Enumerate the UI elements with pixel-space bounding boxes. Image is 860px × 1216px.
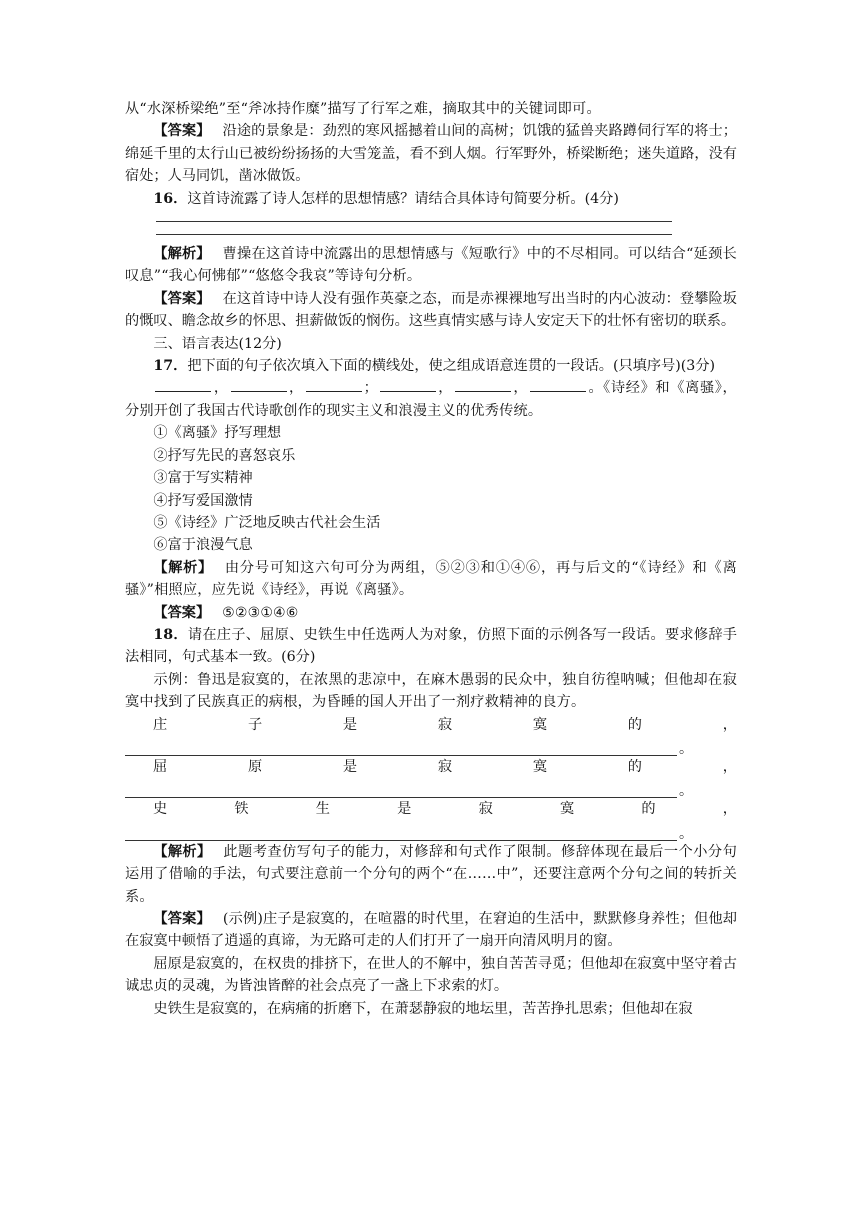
write-line[interactable]: 。	[125, 736, 737, 756]
document-page	[125, 98, 737, 1020]
fill-blank[interactable]	[155, 377, 211, 392]
q17-answer	[125, 602, 737, 624]
answer-label: 【答案】	[153, 123, 211, 140]
q16-analysis-text: 曹操在这首诗中流露出的思想情感与《短歌行》中的不尽相同。可以结合“延颈长叹息”“我心何怫郁”“悠悠令我哀”等诗句分析。	[125, 246, 737, 285]
q18-answer-3: 史铁生是寂寞的，在病痛的折磨下，在萧瑟静寂的地坛里，苦苦挣扎思索；但他却在寂	[153, 1000, 693, 1017]
q17-blanks: ， ， ； ， ， 。《诗经》和《离骚》，分别开创了我国古代诗歌创作的现实主义和浪漫主义的优秀传统。	[125, 377, 737, 422]
option-item: ①《离骚》抒写理想	[153, 425, 282, 442]
fill-row-shitiesheng: 史 铁 生 是 寂 寞 的 ，	[153, 801, 737, 818]
option-item: ④抒写爱国激情	[153, 492, 253, 509]
q17-question-text: 把下面的句子依次填入下面的横线处，使之组成语意连贯的一段话。(只填序号)(3分)	[187, 358, 716, 375]
q17-number: 17．	[153, 358, 188, 375]
option-item: ③富于写实精神	[153, 470, 253, 487]
q18-example: 示例：鲁迅是寂寞的，在浓黑的悲凉中，在麻木愚弱的民众中，独自彷徨呐喊；但他却在寂寞中找到了民族真正的病根，为昏睡的国人开出了一剂疗救精神的良方。	[125, 671, 737, 711]
answer-line	[156, 221, 672, 222]
q17-analysis	[125, 557, 737, 602]
q18-number: 18．	[153, 626, 188, 643]
fill-blank[interactable]	[530, 377, 586, 392]
q16-answer-text: 在这首诗中诗人没有强作英豪之态，而是赤裸裸地写出当时的内心波动：登攀险坂的慨叹、瞻念故乡的怀思、担薪做饭的悯伤。这些真情实感与诗人安定天下的壮怀有密切的联系。	[125, 290, 737, 330]
analysis-label: 【解析】	[153, 246, 211, 263]
q16-question	[125, 188, 737, 210]
q18-analysis-text: 此题考查仿写句子的能力，对修辞和句式作了限制。修辞体现在最后一个小分句运用了借喻的手法，句式要注意前一个分句的两个“在……中”，还要注意两个分句之间的转折关系。	[125, 843, 737, 905]
analysis-label: 【解析】	[153, 843, 212, 860]
q16-number: 16．	[153, 190, 188, 207]
option-item: ⑥富于浪漫气息	[153, 537, 253, 554]
fill-blank[interactable]	[380, 377, 436, 392]
q18-question	[125, 624, 737, 669]
option-item: ⑤《诗经》广泛地反映古代社会生活	[153, 514, 381, 531]
q16-question-text: 这首诗流露了诗人怎样的思想情感？请结合具体诗句简要分析。(4分)	[187, 190, 619, 207]
q15-answer	[125, 120, 737, 187]
q16-analysis	[125, 243, 737, 288]
answer-label: 【答案】	[153, 911, 211, 927]
q18-answer	[125, 908, 737, 953]
section-heading: 三、语言表达(12分)	[153, 335, 282, 352]
write-line[interactable]: 。	[125, 821, 737, 841]
write-line[interactable]: 。	[125, 778, 737, 798]
q17-answer-text: ⑤②③①④⑥	[222, 604, 299, 621]
fill-row-quyuan: 屈 原 是 寂 寞 的 ，	[153, 758, 737, 775]
q15-analysis-tail: 从“水深桥梁绝”至“斧冰持作糜”描写了行军之难，摘取其中的关键词即可。	[125, 101, 601, 117]
fill-blank[interactable]	[455, 377, 511, 392]
answer-label: 【答案】	[153, 604, 211, 621]
q18-question-text: 请在庄子、屈原、史铁生中任选两人为对象，仿照下面的示例各写一段话。要求修辞手法相同，句式基本一致。(6分)	[125, 626, 737, 666]
q18-analysis	[125, 841, 737, 908]
q18-answer-text-1: (示例)庄子是寂寞的，在喧嚣的时代里，在窘迫的生活中，默默修身养性；但他却在寂寞中顿悟了逍遥的真谛，为无路可走的人们打开了一扇开向清风明月的窗。	[125, 911, 737, 950]
q18-answer-2: 屈原是寂寞的，在权贵的排挤下，在世人的不解中，独自苦苦寻觅；但他却在寂寞中坚守着古诚忠贞的灵魂，为皆浊皆醉的社会点亮了一盏上下求索的灯。	[125, 955, 737, 995]
q17-analysis-text: 由分号可知这六句可分为两组，⑤②③和①④⑥，再与后文的“《诗经》和《离骚》”相照应，应先说《诗经》，再说《离骚》。	[125, 559, 737, 599]
answer-label: 【答案】	[153, 290, 211, 307]
q15-answer-text: 沿途的景象是：劲烈的寒风摇撼着山间的高树；饥饿的猛兽夹路蹲伺行军的将士；绵延千里的太行山已被纷纷扬扬的大雪笼盖，看不到人烟。行军野外，桥梁断绝；迷失道路，没有宿处；人马同饥，凿冰做饭。	[125, 123, 737, 185]
fill-blank[interactable]	[231, 377, 287, 392]
option-item: ②抒写先民的喜怒哀乐	[153, 447, 296, 464]
fill-blank[interactable]	[306, 377, 362, 392]
q17-after-text: 《诗经》和《离骚》，分别开创了我国古代诗歌创作的现实主义和浪漫主义的优秀传统。	[125, 380, 737, 419]
q16-answer	[125, 288, 737, 333]
q17-question	[125, 355, 737, 377]
analysis-label: 【解析】	[153, 559, 213, 576]
fill-row-zhuangzi: 庄 子 是 寂 寞 的 ，	[153, 716, 737, 733]
